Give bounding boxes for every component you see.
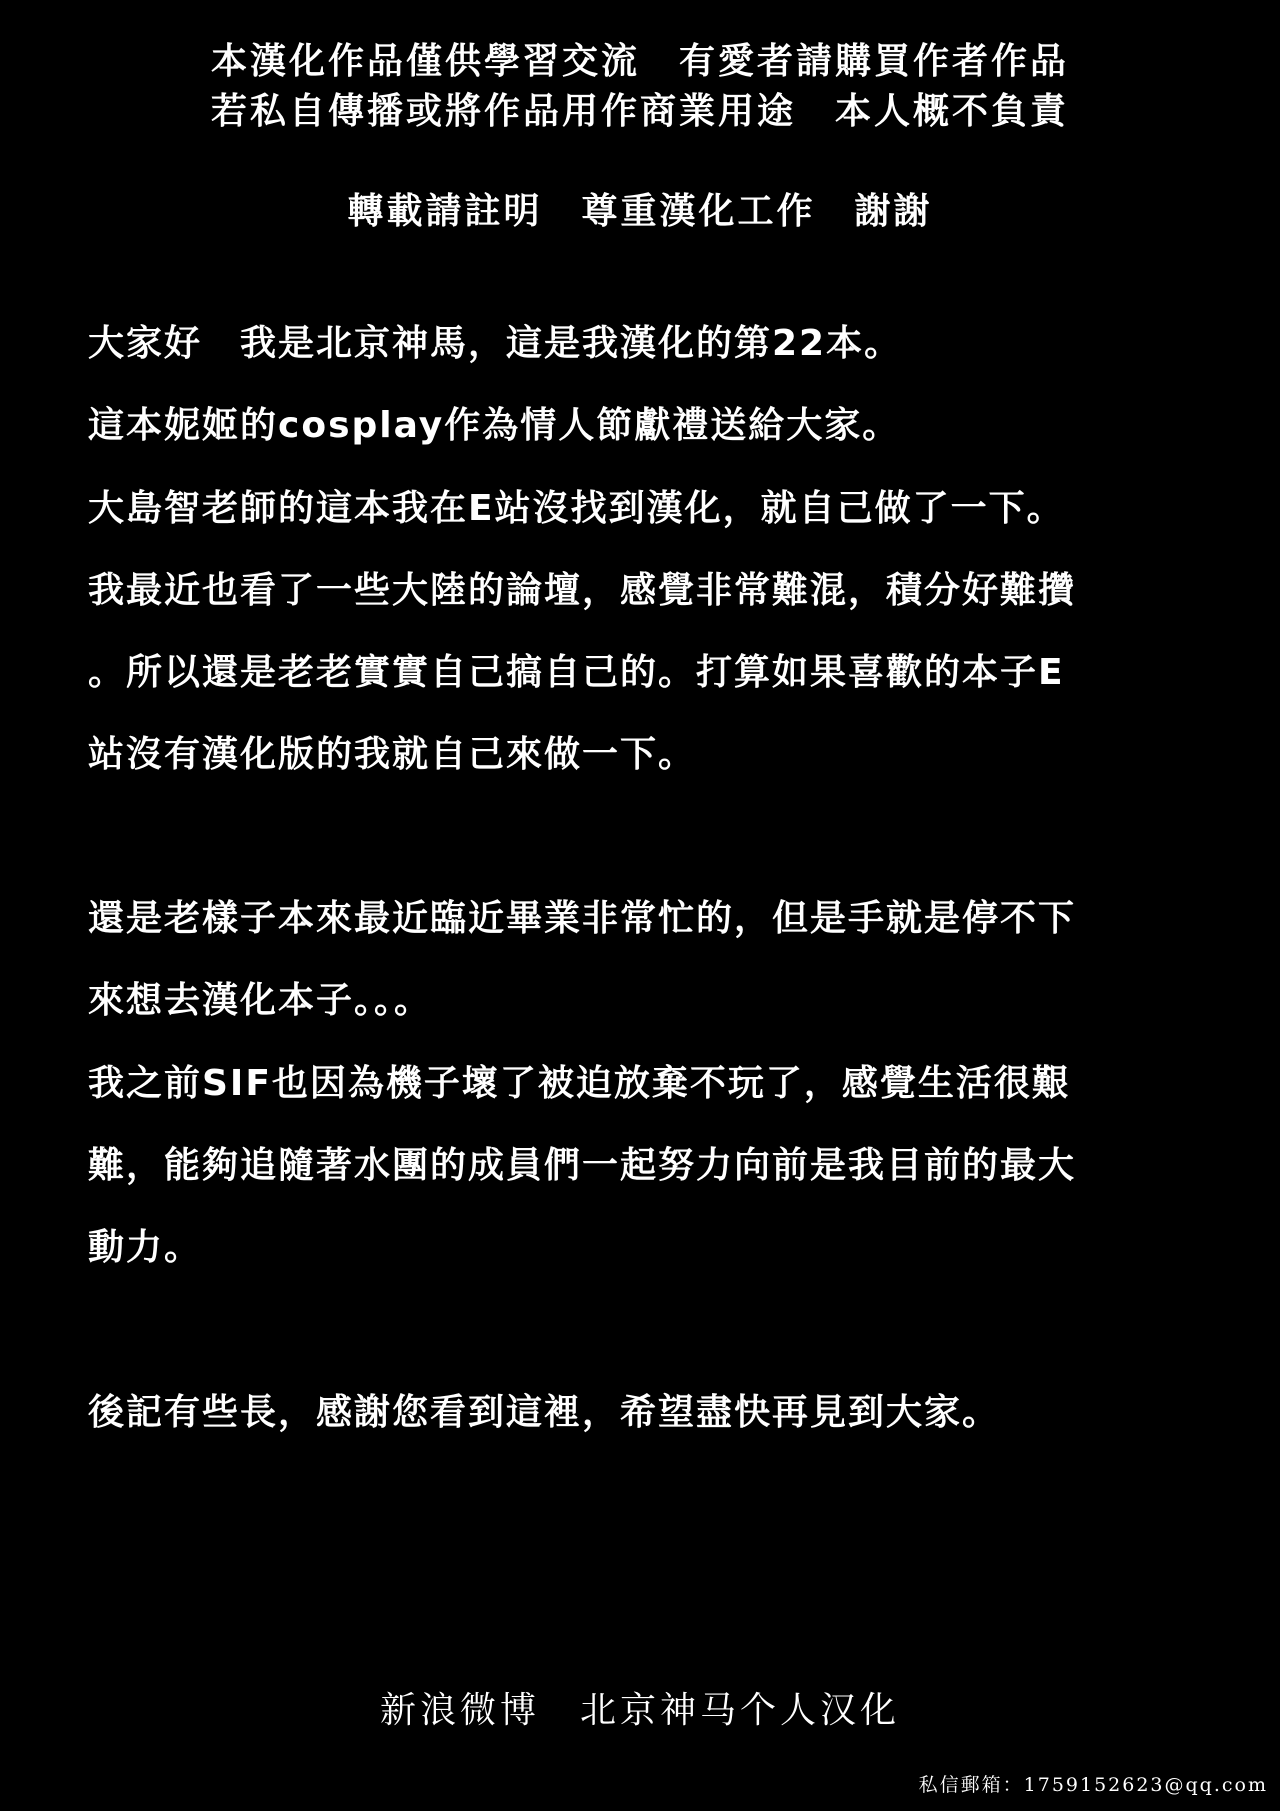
body-line: 動力。 [88,1227,203,1268]
body-line: 我之前SIF也因為機子壞了被迫放棄不玩了，感覺生活很艱 [88,1063,1070,1104]
body-line: 我最近也看了一些大陸的論壇，感覺非常難混，積分好難攢 [88,570,1077,611]
disclaimer-line-3: 轉載請註明 尊重漢化工作 謝謝 [347,191,933,232]
body-line: 大家好 我是北京神馬，這是我漢化的第22本。 [88,323,903,364]
body-line: 還是老樣子本來最近臨近畢業非常忙的，但是手就是停不下 [88,898,1077,939]
disclaimer-line-1: 本漢化作品僅供學習交流 有愛者請購買作者作品 [210,41,1069,82]
body-line: 這本妮姬的cosplay作為情人節獻禮送給大家。 [88,405,901,446]
body-line: 來想去漢化本子。。。 [88,980,433,1021]
disclaimer-line-2: 若私自傳播或將作品用作商業用途 本人概不負責 [210,91,1069,132]
body-line: 站沒有漢化版的我就自己來做一下。 [88,734,697,775]
body-line: 後記有些長，感謝您看到這裡，希望盡快再見到大家。 [88,1392,1001,1433]
body-line: 難，能夠追隨著水團的成員們一起努力向前是我目前的最大 [88,1145,1077,1186]
body-line: 。所以還是老老實實自己搞自己的。打算如果喜歡的本子E [88,652,1065,693]
contact-email: 私信郵箱：1759152623@qq.com [918,1774,1268,1796]
weibo-credit: 新浪微博 北京神马个人汉化 [379,1690,900,1731]
body-line: 大島智老師的這本我在E站沒找到漢化，就自己做了一下。 [88,488,1065,529]
